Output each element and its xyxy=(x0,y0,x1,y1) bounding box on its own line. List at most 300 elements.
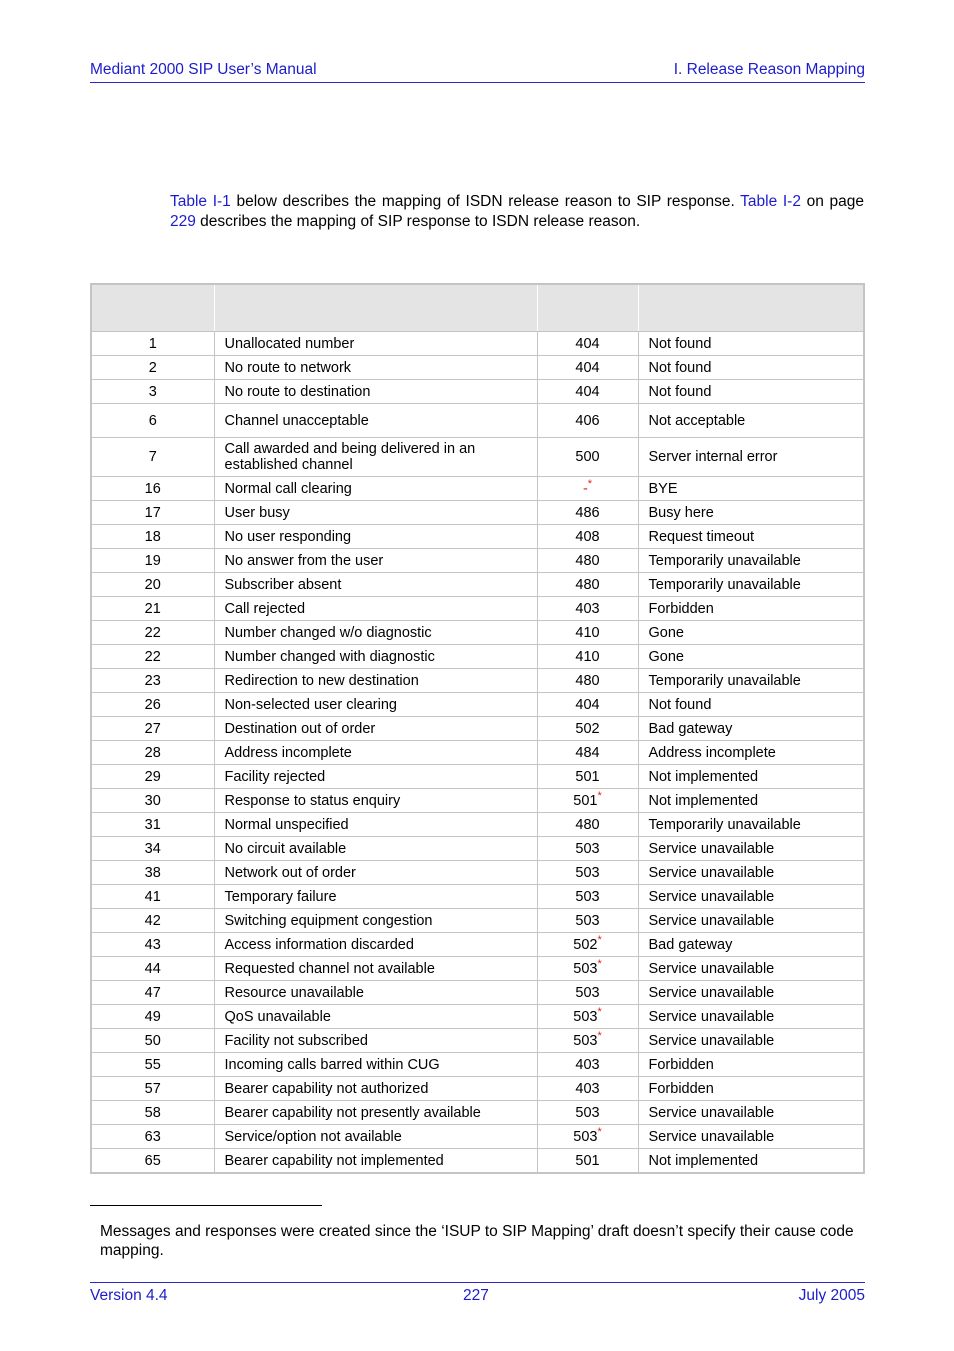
sip-response-cell-text: 503 xyxy=(573,1128,598,1145)
isdn-code-cell xyxy=(92,885,214,909)
table-row xyxy=(92,885,863,909)
sip-response-cell xyxy=(537,477,638,501)
isdn-code-cell-text: 20 xyxy=(144,576,161,593)
sip-response-cell-text: - xyxy=(582,480,588,497)
sip-description-cell-text: Not found xyxy=(648,335,712,352)
isdn-reason-cell xyxy=(214,765,537,789)
isdn-reason-cell xyxy=(214,356,537,380)
table-row xyxy=(92,861,863,885)
sip-response-cell-text: 502 xyxy=(575,720,600,737)
isdn-code-cell xyxy=(92,549,214,573)
sip-description-cell-text: Service unavailable xyxy=(648,984,775,1001)
table-row xyxy=(92,837,863,861)
header-cell-sip-desc xyxy=(638,285,863,332)
page-229-link[interactable]: 229 xyxy=(170,213,196,230)
sip-response-cell-text: 500 xyxy=(575,449,600,465)
sip-response-cell xyxy=(537,1053,638,1077)
isdn-reason-cell xyxy=(214,549,537,573)
release-reason-table xyxy=(90,283,865,1174)
table-row xyxy=(92,525,863,549)
isdn-code-cell-text: 18 xyxy=(144,528,161,545)
isdn-code-cell xyxy=(92,837,214,861)
sip-description-cell xyxy=(638,525,863,549)
sip-description-cell-text: BYE xyxy=(648,480,678,497)
isdn-reason-cell-text: User busy xyxy=(224,504,290,521)
isdn-code-cell-text: 30 xyxy=(144,792,161,809)
isdn-reason-cell-text: Address incomplete xyxy=(224,744,352,761)
isdn-reason-cell-text: Subscriber absent xyxy=(224,576,342,593)
isdn-code-cell xyxy=(92,477,214,501)
sip-response-cell-text: 503 xyxy=(573,1008,598,1025)
isdn-code-cell-text: 22 xyxy=(144,624,161,641)
isdn-code-cell xyxy=(92,356,214,380)
sip-description-cell xyxy=(638,861,863,885)
table-row xyxy=(92,477,863,501)
sip-description-cell xyxy=(638,669,863,693)
version-label: Version 4.4 xyxy=(90,1287,168,1304)
sip-response-cell xyxy=(537,1029,638,1053)
isdn-code-cell xyxy=(92,861,214,885)
sip-response-cell xyxy=(537,1101,638,1125)
isdn-code-cell xyxy=(92,332,214,356)
footnote-marker: * xyxy=(597,933,602,946)
sip-response-cell-text: 480 xyxy=(575,552,600,569)
sip-description-cell-text: Temporarily unavailable xyxy=(648,552,801,569)
sip-response-cell-text: 503 xyxy=(575,912,600,929)
sip-description-cell-text: Forbidden xyxy=(648,600,714,617)
isdn-code-cell-text: 16 xyxy=(144,480,161,497)
table-row xyxy=(92,693,863,717)
sip-response-cell-text: 501 xyxy=(575,768,600,785)
isdn-reason-cell xyxy=(214,501,537,525)
table-row xyxy=(92,1053,863,1077)
isdn-code-cell-text: 31 xyxy=(144,816,161,833)
sip-response-cell-text: 484 xyxy=(575,744,600,761)
sip-response-cell xyxy=(537,1125,638,1149)
isdn-reason-cell-text: Redirection to new destination xyxy=(224,672,419,689)
isdn-reason-cell xyxy=(214,981,537,1005)
isdn-code-cell xyxy=(92,597,214,621)
sip-description-cell xyxy=(638,438,863,477)
sip-response-cell xyxy=(537,621,638,645)
isdn-reason-cell xyxy=(214,933,537,957)
table-row xyxy=(92,621,863,645)
isdn-code-cell xyxy=(92,1077,214,1101)
sip-response-cell-text: 503 xyxy=(573,1032,598,1049)
sip-description-cell-text: Address incomplete xyxy=(648,744,776,761)
isdn-reason-cell xyxy=(214,1101,537,1125)
table-row xyxy=(92,1029,863,1053)
table-i1-link[interactable]: Table I-1 xyxy=(170,193,231,210)
sip-description-cell xyxy=(638,332,863,356)
isdn-code-cell xyxy=(92,957,214,981)
isdn-reason-cell xyxy=(214,837,537,861)
isdn-reason-cell-text: Channel unacceptable xyxy=(224,412,369,429)
sip-description-cell-text: Not implemented xyxy=(648,792,759,809)
sip-response-cell xyxy=(537,356,638,380)
isdn-code-cell xyxy=(92,765,214,789)
intro-text-1: below describes the mapping of ISDN release reason to SIP response. xyxy=(230,193,741,210)
sip-description-cell xyxy=(638,1005,863,1029)
isdn-code-cell xyxy=(92,813,214,837)
sip-response-cell-text: 501 xyxy=(575,1152,600,1169)
isdn-reason-cell-text: Normal call clearing xyxy=(224,480,352,497)
sip-response-cell xyxy=(537,549,638,573)
sip-description-cell xyxy=(638,933,863,957)
sip-response-cell-text: 486 xyxy=(575,504,600,521)
isdn-code-cell-text: 27 xyxy=(144,720,161,737)
isdn-reason-cell xyxy=(214,957,537,981)
footnote-marker: * xyxy=(597,957,602,970)
isdn-reason-cell xyxy=(214,885,537,909)
sip-description-cell-text: Service unavailable xyxy=(648,960,775,977)
sip-description-cell xyxy=(638,957,863,981)
sip-response-cell-text: 403 xyxy=(575,600,600,617)
isdn-reason-cell-text: Service/option not available xyxy=(224,1128,402,1145)
sip-response-cell-text: 503 xyxy=(573,960,598,977)
sip-response-cell xyxy=(537,717,638,741)
sip-response-cell-text: 403 xyxy=(575,1080,600,1097)
table-row xyxy=(92,909,863,933)
isdn-reason-cell xyxy=(214,525,537,549)
sip-response-cell xyxy=(537,332,638,356)
table-row xyxy=(92,741,863,765)
isdn-code-cell xyxy=(92,1101,214,1125)
sip-response-cell-text: 501 xyxy=(573,792,598,809)
isdn-code-cell-text: 2 xyxy=(148,359,157,376)
table-row xyxy=(92,645,863,669)
isdn-reason-cell-text: Requested channel not available xyxy=(224,960,435,977)
sip-description-cell-text: Forbidden xyxy=(648,1056,714,1073)
sip-description-cell xyxy=(638,1053,863,1077)
sip-description-cell-text: Temporarily unavailable xyxy=(648,576,801,593)
header-cell-sip-code xyxy=(537,285,638,332)
sip-response-cell-text: 410 xyxy=(575,648,600,665)
isdn-code-cell-text: 17 xyxy=(144,504,161,521)
sip-description-cell xyxy=(638,717,863,741)
isdn-reason-cell-text: Resource unavailable xyxy=(224,984,364,1001)
isdn-reason-cell-text: Normal unspecified xyxy=(224,816,349,833)
isdn-code-cell xyxy=(92,438,214,477)
sip-description-cell-text: Not implemented xyxy=(648,1152,759,1169)
isdn-code-cell-text: 6 xyxy=(148,412,157,429)
table-i2-link[interactable]: Table I-2 xyxy=(740,193,801,210)
isdn-reason-cell xyxy=(214,404,537,438)
isdn-reason-cell-text: Bearer capability not authorized xyxy=(224,1080,429,1097)
isdn-code-cell-text: 41 xyxy=(144,888,161,905)
sip-response-cell xyxy=(537,380,638,404)
sip-response-cell xyxy=(537,1149,638,1173)
isdn-code-cell xyxy=(92,741,214,765)
isdn-reason-cell xyxy=(214,380,537,404)
sip-description-cell-text: Service unavailable xyxy=(648,840,775,857)
sip-response-cell xyxy=(537,693,638,717)
footnote: Messages and responses were created since the ‘ISUP to SIP Mapping’ draft doesn’t specify their cause code mapping. xyxy=(100,1223,854,1259)
isdn-reason-cell xyxy=(214,1005,537,1029)
intro-text-3: describes the mapping of SIP response to ISDN release reason. xyxy=(195,213,641,230)
isdn-reason-cell-text: Facility not subscribed xyxy=(224,1032,368,1049)
isdn-code-cell-text: 44 xyxy=(144,960,161,977)
isdn-reason-cell-text: Response to status enquiry xyxy=(224,792,401,809)
isdn-code-cell-text: 63 xyxy=(144,1128,161,1145)
isdn-code-cell xyxy=(92,981,214,1005)
sip-description-cell-text: Service unavailable xyxy=(648,1008,775,1025)
isdn-reason-cell-text: Number changed with diagnostic xyxy=(224,648,435,665)
table-row xyxy=(92,501,863,525)
sip-description-cell xyxy=(638,1077,863,1101)
sip-description-cell-text: Service unavailable xyxy=(648,1128,775,1145)
isdn-code-cell-text: 23 xyxy=(144,672,161,689)
isdn-code-cell xyxy=(92,933,214,957)
sip-response-cell xyxy=(537,597,638,621)
isdn-reason-cell xyxy=(214,909,537,933)
sip-response-cell xyxy=(537,525,638,549)
header-cell-isdn-code xyxy=(92,285,214,332)
isdn-code-cell xyxy=(92,1149,214,1173)
sip-response-cell-text: 480 xyxy=(575,672,600,689)
sip-response-cell-text: 503 xyxy=(575,984,600,1001)
isdn-reason-cell-text: Call rejected xyxy=(224,600,306,617)
sip-description-cell-text: Not found xyxy=(648,696,712,713)
table-row xyxy=(92,669,863,693)
isdn-code-cell-text: 50 xyxy=(144,1032,161,1049)
isdn-code-cell xyxy=(92,573,214,597)
isdn-code-cell-text: 58 xyxy=(144,1104,161,1121)
isdn-code-cell xyxy=(92,645,214,669)
sip-description-cell xyxy=(638,1125,863,1149)
sip-response-cell-text: 404 xyxy=(575,696,600,713)
sip-description-cell xyxy=(638,837,863,861)
page-footer xyxy=(90,1282,865,1307)
sip-description-cell-text: Request timeout xyxy=(648,528,755,545)
sip-response-cell xyxy=(537,741,638,765)
isdn-reason-cell xyxy=(214,813,537,837)
isdn-code-cell-text: 7 xyxy=(148,449,157,465)
sip-description-cell-text: Server internal error xyxy=(648,449,778,465)
sip-description-cell-text: Gone xyxy=(648,624,684,641)
isdn-code-cell xyxy=(92,380,214,404)
sip-description-cell xyxy=(638,909,863,933)
isdn-code-cell xyxy=(92,621,214,645)
sip-description-cell-text: Bad gateway xyxy=(648,720,733,737)
table-row xyxy=(92,549,863,573)
table-row xyxy=(92,789,863,813)
sip-response-cell xyxy=(537,765,638,789)
date-label: July 2005 xyxy=(798,1287,865,1304)
sip-description-cell-text: Not implemented xyxy=(648,768,759,785)
isdn-reason-cell-text: QoS unavailable xyxy=(224,1008,331,1025)
section-title: I. Release Reason Mapping xyxy=(673,61,865,78)
isdn-code-cell-text: 57 xyxy=(144,1080,161,1097)
isdn-code-cell xyxy=(92,1005,214,1029)
sip-description-cell xyxy=(638,573,863,597)
sip-response-cell xyxy=(537,1005,638,1029)
table-row xyxy=(92,813,863,837)
sip-description-cell xyxy=(638,477,863,501)
isdn-reason-cell-text: Network out of order xyxy=(224,864,356,881)
header-cell-isdn-reason xyxy=(214,285,537,332)
sip-description-cell-text: Temporarily unavailable xyxy=(648,672,801,689)
sip-response-cell xyxy=(537,861,638,885)
sip-description-cell xyxy=(638,765,863,789)
sip-description-cell-text: Service unavailable xyxy=(648,864,775,881)
sip-response-cell xyxy=(537,933,638,957)
sip-response-cell-text: 503 xyxy=(575,840,600,857)
sip-description-cell xyxy=(638,789,863,813)
sip-response-cell-text: 480 xyxy=(575,576,600,593)
isdn-reason-cell xyxy=(214,669,537,693)
isdn-code-cell-text: 22 xyxy=(144,648,161,665)
isdn-code-cell-text: 21 xyxy=(144,600,161,617)
table-row xyxy=(92,356,863,380)
sip-response-cell-text: 408 xyxy=(575,528,600,545)
sip-response-cell xyxy=(537,669,638,693)
sip-response-cell xyxy=(537,837,638,861)
sip-description-cell xyxy=(638,404,863,438)
sip-description-cell xyxy=(638,1149,863,1173)
table-row xyxy=(92,765,863,789)
table-row xyxy=(92,957,863,981)
isdn-reason-cell xyxy=(214,438,537,477)
sip-description-cell-text: Temporarily unavailable xyxy=(648,816,801,833)
isdn-code-cell xyxy=(92,1125,214,1149)
isdn-code-cell xyxy=(92,1029,214,1053)
sip-description-cell-text: Service unavailable xyxy=(648,888,775,905)
isdn-code-cell-text: 42 xyxy=(144,912,161,929)
sip-description-cell-text: Service unavailable xyxy=(648,1032,775,1049)
footnote-separator xyxy=(90,1205,322,1206)
sip-description-cell xyxy=(638,741,863,765)
sip-response-cell xyxy=(537,909,638,933)
footnote-marker: * xyxy=(597,1005,602,1018)
isdn-reason-cell-text: Access information discarded xyxy=(224,936,414,953)
isdn-reason-cell xyxy=(214,789,537,813)
sip-response-cell xyxy=(537,1077,638,1101)
intro-paragraph xyxy=(170,192,864,232)
table-row xyxy=(92,438,863,477)
table-row xyxy=(92,1149,863,1173)
sip-response-cell xyxy=(537,501,638,525)
sip-description-cell-text: Bad gateway xyxy=(648,936,733,953)
isdn-reason-cell-text: Bearer capability not presently available xyxy=(224,1104,481,1121)
sip-description-cell-text: Not acceptable xyxy=(648,412,746,429)
isdn-reason-cell-text: No circuit available xyxy=(224,840,347,857)
isdn-code-cell xyxy=(92,669,214,693)
isdn-code-cell xyxy=(92,1053,214,1077)
isdn-code-cell-text: 3 xyxy=(148,383,157,400)
isdn-code-cell-text: 29 xyxy=(144,768,161,785)
table-row xyxy=(92,597,863,621)
isdn-reason-cell-text: Switching equipment congestion xyxy=(224,912,433,929)
sip-description-cell-text: Busy here xyxy=(648,504,714,521)
sip-response-cell xyxy=(537,789,638,813)
isdn-code-cell xyxy=(92,693,214,717)
isdn-reason-cell-text: Unallocated number xyxy=(224,335,355,352)
sip-response-cell xyxy=(537,404,638,438)
isdn-code-cell-text: 34 xyxy=(144,840,161,857)
isdn-reason-cell xyxy=(214,1149,537,1173)
isdn-reason-cell-text: No route to destination xyxy=(224,383,371,400)
isdn-reason-cell xyxy=(214,332,537,356)
isdn-code-cell xyxy=(92,909,214,933)
sip-description-cell xyxy=(638,693,863,717)
isdn-code-cell-text: 43 xyxy=(144,936,161,953)
intro-text-2: on page xyxy=(800,193,865,210)
sip-response-cell-text: 404 xyxy=(575,335,600,352)
table-row xyxy=(92,573,863,597)
isdn-reason-cell xyxy=(214,861,537,885)
isdn-code-cell-text: 65 xyxy=(144,1152,161,1169)
table-row xyxy=(92,1005,863,1029)
isdn-reason-cell-text: No answer from the user xyxy=(224,552,384,569)
isdn-reason-cell xyxy=(214,717,537,741)
isdn-reason-cell xyxy=(214,1029,537,1053)
sip-description-cell-text: Gone xyxy=(648,648,684,665)
isdn-code-cell-text: 38 xyxy=(144,864,161,881)
sip-description-cell xyxy=(638,549,863,573)
table-row xyxy=(92,1125,863,1149)
page-number: 227 xyxy=(463,1287,489,1304)
sip-description-cell xyxy=(638,1101,863,1125)
sip-response-cell xyxy=(537,885,638,909)
sip-response-cell-text: 503 xyxy=(575,864,600,881)
isdn-code-cell-text: 1 xyxy=(148,335,157,352)
isdn-code-cell-text: 49 xyxy=(144,1008,161,1025)
sip-description-cell xyxy=(638,501,863,525)
isdn-code-cell-text: 19 xyxy=(144,552,161,569)
isdn-reason-cell xyxy=(214,741,537,765)
isdn-reason-cell xyxy=(214,1077,537,1101)
sip-description-cell xyxy=(638,621,863,645)
isdn-code-cell-text: 28 xyxy=(144,744,161,761)
sip-description-cell xyxy=(638,981,863,1005)
isdn-reason-cell-text: Bearer capability not implemented xyxy=(224,1152,444,1169)
table-row xyxy=(92,1101,863,1125)
table-row xyxy=(92,404,863,438)
sip-description-cell xyxy=(638,597,863,621)
isdn-code-cell xyxy=(92,717,214,741)
table-body xyxy=(92,332,863,1173)
table-row xyxy=(92,933,863,957)
sip-response-cell-text: 503 xyxy=(575,1104,600,1121)
table-row xyxy=(92,981,863,1005)
sip-description-cell xyxy=(638,1029,863,1053)
isdn-code-cell xyxy=(92,404,214,438)
table-row xyxy=(92,332,863,356)
isdn-reason-cell xyxy=(214,645,537,669)
sip-response-cell xyxy=(537,981,638,1005)
sip-description-cell-text: Service unavailable xyxy=(648,1104,775,1121)
sip-response-cell-text: 410 xyxy=(575,624,600,641)
sip-response-cell xyxy=(537,573,638,597)
isdn-reason-cell-text: Call awarded and being delivered in an established channel xyxy=(224,441,476,473)
sip-description-cell-text: Not found xyxy=(648,359,712,376)
isdn-reason-cell xyxy=(214,1053,537,1077)
sip-description-cell xyxy=(638,645,863,669)
isdn-reason-cell-text: Facility rejected xyxy=(224,768,326,785)
sip-response-cell-text: 503 xyxy=(575,888,600,905)
sip-response-cell xyxy=(537,645,638,669)
isdn-reason-cell-text: Number changed w/o diagnostic xyxy=(224,624,432,641)
sip-response-cell-text: 502 xyxy=(573,936,598,953)
sip-description-cell xyxy=(638,885,863,909)
sip-response-cell xyxy=(537,957,638,981)
isdn-code-cell xyxy=(92,525,214,549)
sip-description-cell xyxy=(638,356,863,380)
isdn-code-cell xyxy=(92,789,214,813)
isdn-code-cell-text: 47 xyxy=(144,984,161,1001)
table-header-row xyxy=(92,285,863,332)
